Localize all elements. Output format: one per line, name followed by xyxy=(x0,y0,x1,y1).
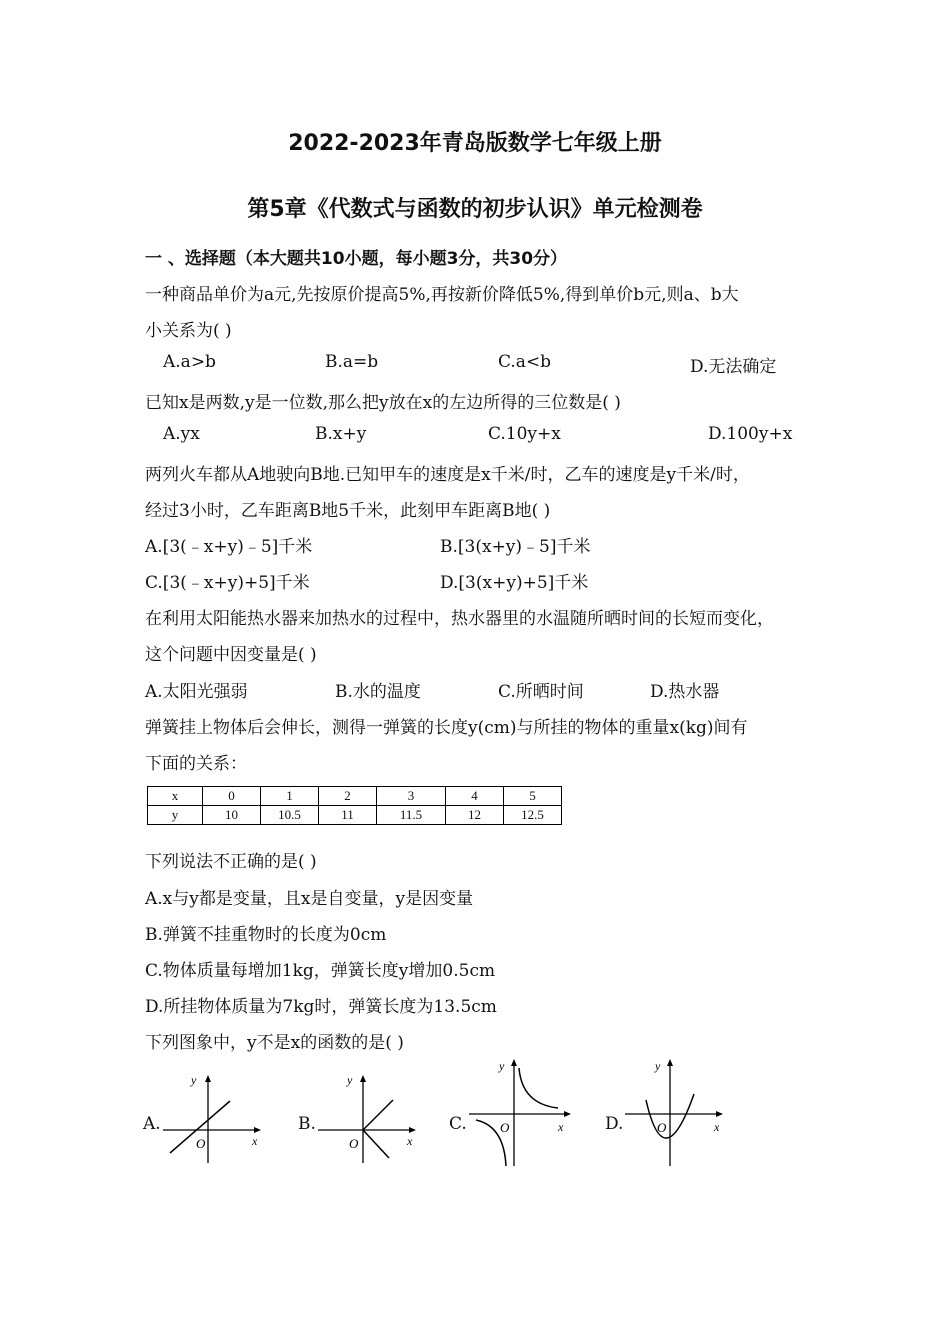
q5-option-c: C.物体质量每增加1kg，弹簧长度y增加0.5cm xyxy=(145,961,496,981)
x-axis-label: x xyxy=(558,1120,564,1134)
q5-option-d: D.所挂物体质量为7kg时，弹簧长度为13.5cm xyxy=(145,997,497,1017)
table-header-x: x xyxy=(148,787,203,806)
table-cell: 12 xyxy=(446,806,504,825)
q5-line3: 下列说法不正确的是( ) xyxy=(145,852,317,872)
graph-b xyxy=(313,1068,425,1168)
page-subtitle: 第5章《代数式与函数的初步认识》单元检测卷 xyxy=(247,197,703,222)
origin-label: O xyxy=(657,1120,667,1135)
q3-option-a: A.[3(﹣x+y)﹣5]千米 xyxy=(145,537,313,557)
graph-a xyxy=(158,1068,270,1168)
q4-option-c: C.所晒时间 xyxy=(498,682,584,702)
table-cell: 2 xyxy=(319,787,377,806)
q2-option-d: D.100y+x xyxy=(708,424,793,444)
x-axis-label: x xyxy=(252,1134,258,1148)
q4-option-a: A.太阳光强弱 xyxy=(145,682,248,702)
q2-option-c: C.10y+x xyxy=(488,424,561,444)
q5-line1: 弹簧挂上物体后会伸长，测得一弹簧的长度y(cm)与所挂的物体的重量x(kg)间有 xyxy=(145,718,748,738)
page-title: 2022-2023年青岛版数学七年级上册 xyxy=(288,131,662,156)
table-row xyxy=(148,787,562,806)
origin-label: O xyxy=(500,1120,510,1135)
table-cell: 10.5 xyxy=(261,806,319,825)
q2-option-a: A.yx xyxy=(163,424,200,444)
spring-data-table xyxy=(147,786,562,825)
table-cell: 0 xyxy=(203,787,261,806)
q2-line1: 已知x是两数,y是一位数,那么把y放在x的左边所得的三位数是( ) xyxy=(145,393,621,413)
q5-line2: 下面的关系： xyxy=(145,754,247,774)
origin-label: O xyxy=(349,1136,359,1151)
q4-line2: 这个问题中因变量是( ) xyxy=(145,645,317,665)
table-cell: 3 xyxy=(377,787,446,806)
q1-option-a: A.a>b xyxy=(163,352,216,372)
q3-option-b: B.[3(x+y)﹣5]千米 xyxy=(440,537,591,557)
q4-option-d: D.热水器 xyxy=(650,682,720,702)
q1-option-b: B.a=b xyxy=(325,352,379,372)
q3-line2: 经过3小时，乙车距离B地5千米，此刻甲车距离B地( ) xyxy=(145,501,551,521)
y-axis-label: y xyxy=(499,1059,505,1073)
graph-d-label: D. xyxy=(605,1114,624,1134)
x-axis-label: x xyxy=(714,1120,720,1134)
table-cell: 5 xyxy=(504,787,562,806)
y-axis-label: y xyxy=(655,1059,661,1073)
graph-c-label: C. xyxy=(449,1114,467,1134)
q6-line1: 下列图象中，y不是x的函数的是( ) xyxy=(145,1033,404,1053)
section-heading: 一 、选择题（本大题共10小题，每小题3分，共30分） xyxy=(145,249,568,269)
q4-line1: 在利用太阳能热水器来加热水的过程中，热水器里的水温随所晒时间的长短而变化， xyxy=(145,609,774,629)
q3-line1: 两列火车都从A地驶向B地.已知甲车的速度是x千米/时，乙车的速度是y千米/时， xyxy=(145,465,750,485)
q3-option-d: D.[3(x+y)+5]千米 xyxy=(440,573,589,593)
q5-option-b: B.弹簧不挂重物时的长度为0cm xyxy=(145,925,387,945)
graph-d xyxy=(620,1054,735,1172)
q1-option-c: C.a<b xyxy=(498,352,552,372)
table-row xyxy=(148,806,562,825)
graph-a-label: A. xyxy=(143,1114,161,1134)
q2-option-b: B.x+y xyxy=(315,424,367,444)
table-cell: 4 xyxy=(446,787,504,806)
table-cell: 12.5 xyxy=(504,806,562,825)
table-cell: 1 xyxy=(261,787,319,806)
y-axis-label: y xyxy=(191,1073,197,1087)
graph-c xyxy=(464,1054,584,1172)
graph-b-label: B. xyxy=(298,1114,316,1134)
x-axis-label: x xyxy=(407,1134,413,1148)
table-cell: 10 xyxy=(203,806,261,825)
q3-option-c: C.[3(﹣x+y)+5]千米 xyxy=(145,573,310,593)
q1-line2: 小关系为( ) xyxy=(145,321,232,341)
q5-option-a: A.x与y都是变量，且x是自变量，y是因变量 xyxy=(145,889,474,909)
q4-option-b: B.水的温度 xyxy=(335,682,421,702)
origin-label: O xyxy=(196,1136,206,1151)
table-header-y: y xyxy=(148,806,203,825)
q1-option-d: D.无法确定 xyxy=(690,357,777,377)
table-cell: 11.5 xyxy=(377,806,446,825)
y-axis-label: y xyxy=(347,1073,353,1087)
table-cell: 11 xyxy=(319,806,377,825)
q1-line1: 一种商品单价为a元,先按原价提高5%,再按新价降低5%,得到单价b元,则a、b大 xyxy=(145,285,739,305)
